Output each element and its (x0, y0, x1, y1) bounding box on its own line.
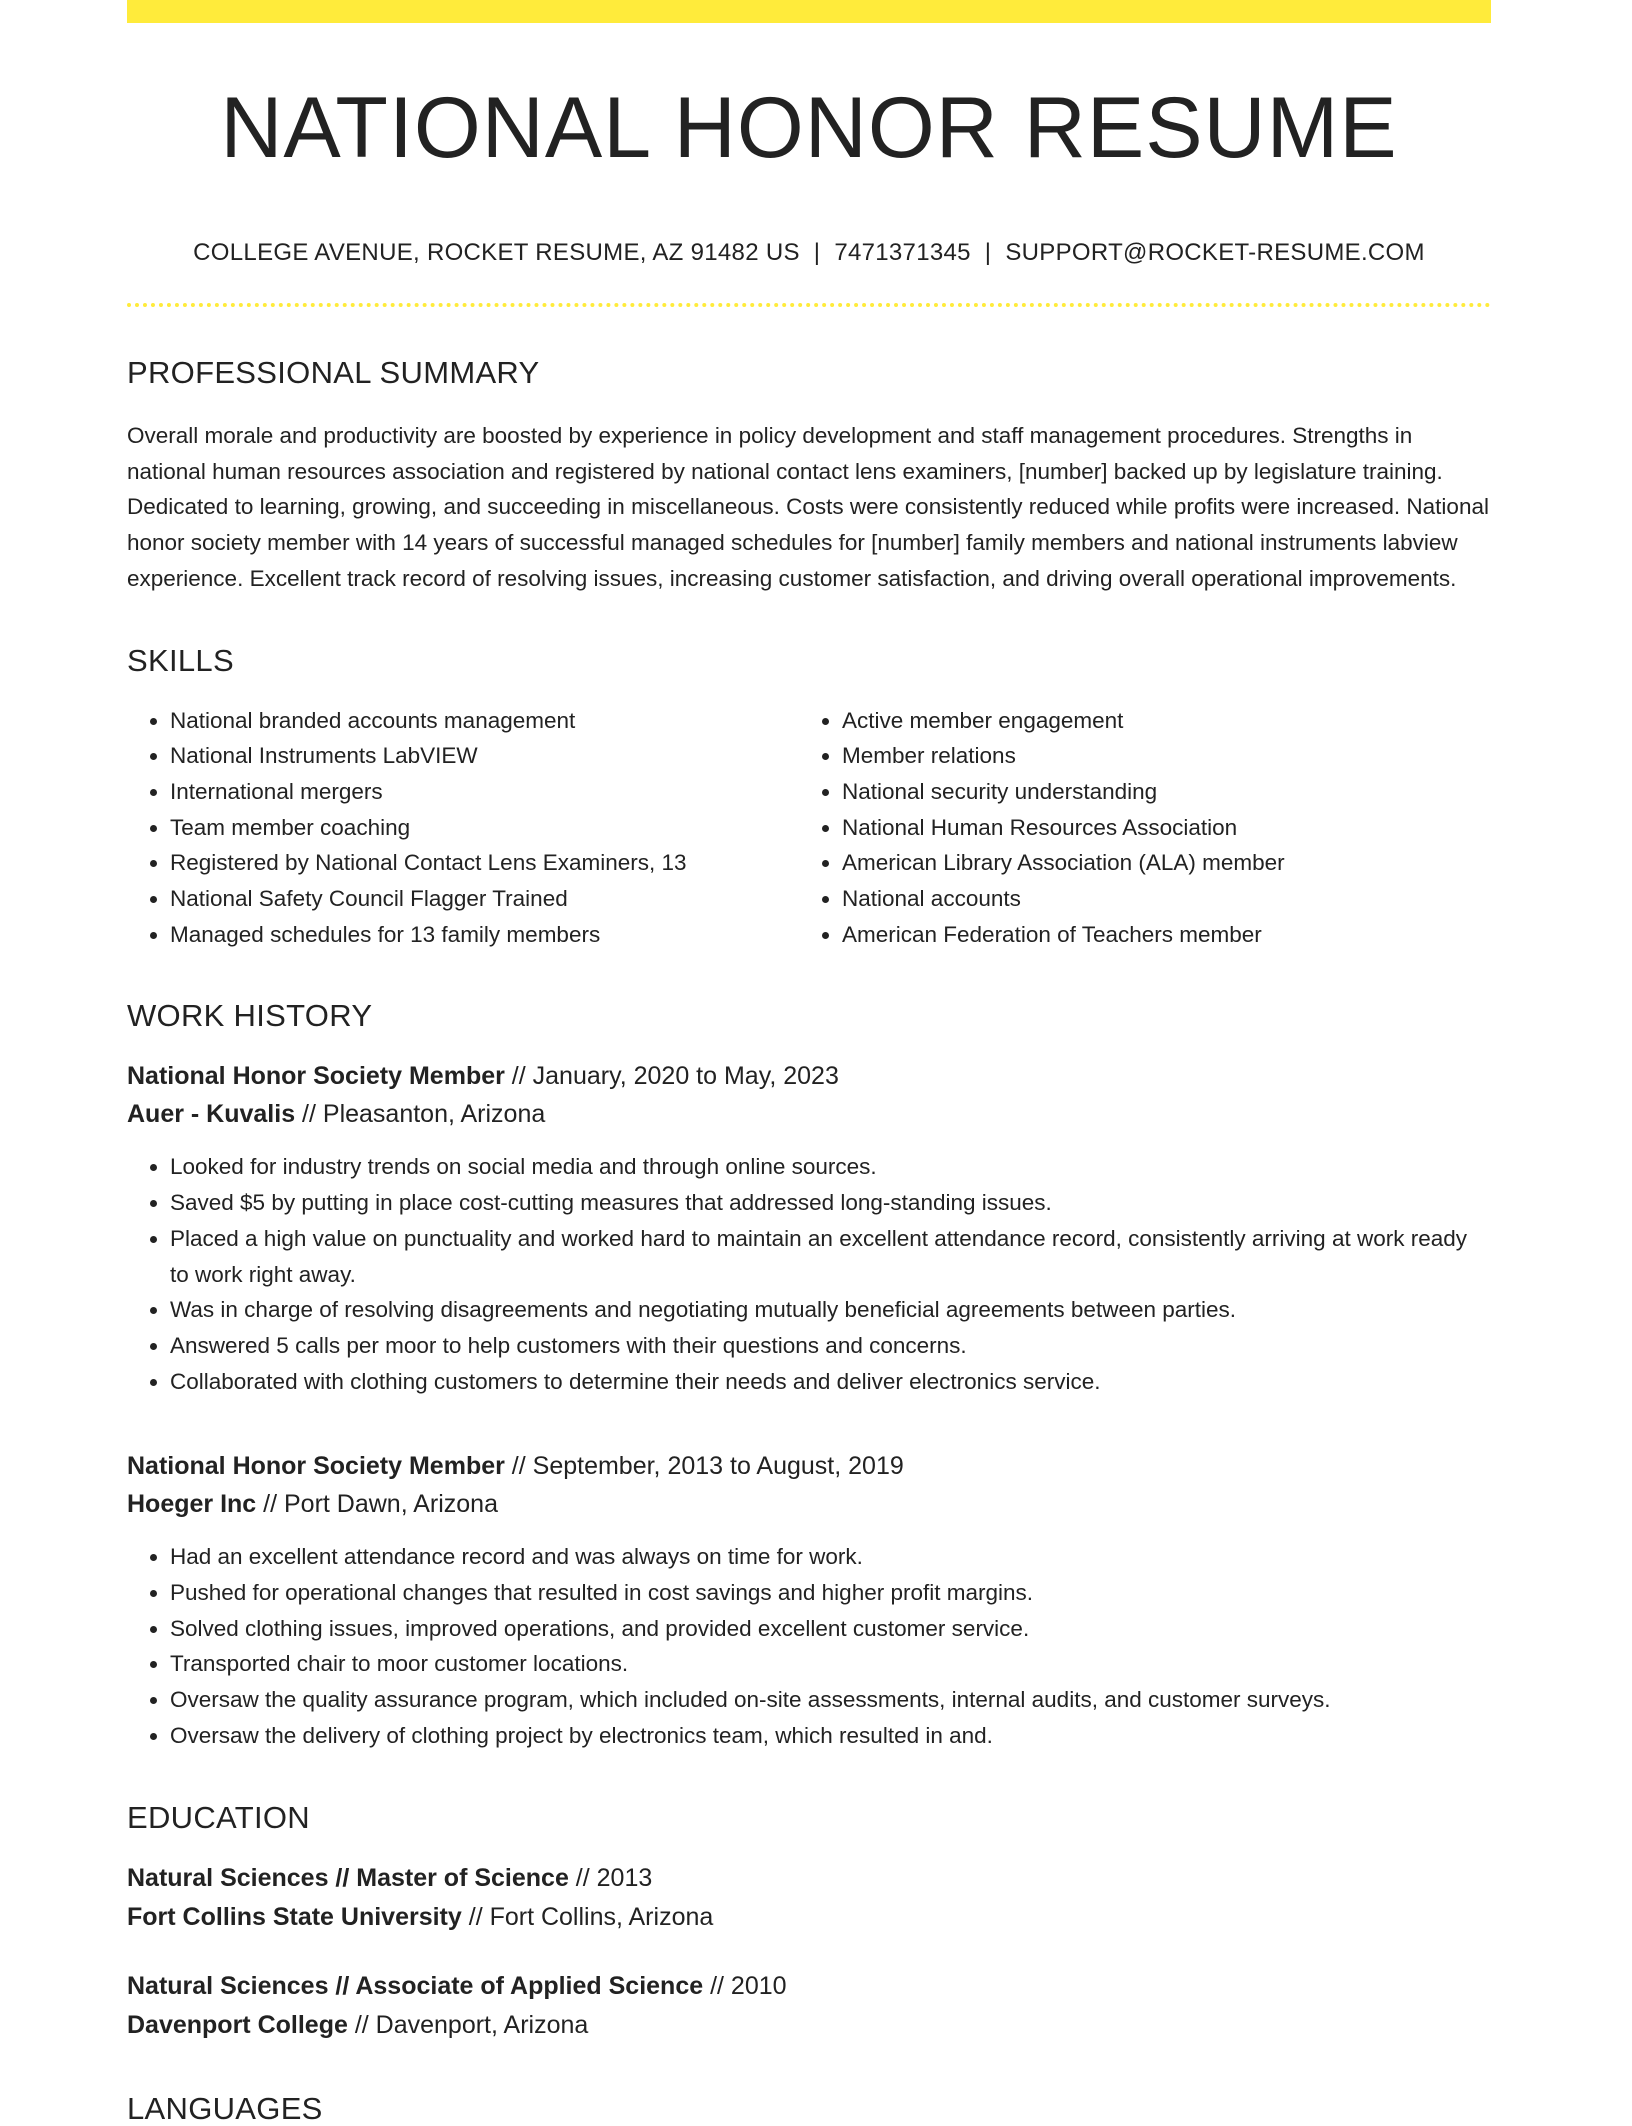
education-degree-line (127, 1967, 1491, 2006)
job-company: Hoeger Inc (127, 1490, 257, 1519)
education-entry (127, 1859, 1491, 1937)
skill-item: • International mergers (170, 774, 799, 810)
skill-item: • National Human Resources Association (842, 810, 1471, 846)
work-history-heading: WORK HISTORY (127, 998, 373, 1034)
languages-heading: LANGUAGES (127, 2090, 323, 2126)
contact-separator: | (813, 239, 821, 266)
job-bullet: • Collaborated with clothing customers to determine their needs and deliver electronics service. (170, 1364, 1491, 1400)
work-history-section (127, 1000, 1491, 1753)
education-school-line (127, 1898, 1491, 1937)
education-section (127, 1799, 1491, 2045)
job-bullets (127, 1149, 1491, 1399)
job-location: // Port Dawn, Arizona (256, 1490, 498, 1519)
job-title-line (127, 1057, 1491, 1095)
job-bullet: • Had an excellent attendance record and was always on time for work. (170, 1539, 1491, 1575)
education-school: Davenport College (127, 2010, 348, 2039)
skill-item: • National Safety Council Flagger Trained (170, 881, 799, 917)
skill-item: • National accounts (842, 881, 1471, 917)
education-degree-line (127, 1859, 1491, 1898)
skills-section (127, 642, 1491, 953)
skills-heading: SKILLS (127, 642, 234, 678)
job-bullet: • Pushed for operational changes that resulted in cost savings and higher profit margins. (170, 1575, 1491, 1611)
skill-item: • Active member engagement (842, 703, 1471, 739)
job-dates: // September, 2013 to August, 2019 (504, 1452, 904, 1481)
job-bullet: • Transported chair to moor customer locations. (170, 1646, 1491, 1682)
summary-section (127, 357, 1491, 597)
job-dates: // January, 2020 to May, 2023 (504, 1062, 839, 1091)
job-bullets (127, 1539, 1491, 1753)
job-title: National Honor Society Member (127, 1452, 505, 1481)
top-accent-bar (127, 0, 1491, 23)
skill-item: • American Federation of Teachers member (842, 917, 1471, 953)
skills-left-list (127, 703, 799, 953)
education-school-line (127, 2006, 1491, 2045)
contact-address: COLLEGE AVENUE, ROCKET RESUME, AZ 91482 US (193, 239, 800, 266)
skill-item: • Member relations (842, 738, 1471, 774)
skill-item: • National security understanding (842, 774, 1471, 810)
job-bullet: • Was in charge of resolving disagreements and negotiating mutually beneficial agreements between parties. (170, 1292, 1491, 1328)
job-entry (127, 1057, 1491, 1399)
job-company-line (127, 1485, 1491, 1523)
skills-columns (127, 703, 1491, 953)
job-bullet: • Answered 5 calls per moor to help customers with their questions and concerns. (170, 1328, 1491, 1364)
job-company: Auer - Kuvalis (127, 1100, 296, 1129)
job-company-line (127, 1095, 1491, 1133)
contact-email: SUPPORT@ROCKET-RESUME.COM (1005, 239, 1425, 266)
education-school: Fort Collins State University (127, 1902, 462, 1931)
resume-page (127, 0, 1491, 2124)
job-title-line (127, 1447, 1491, 1485)
skill-item: • American Library Association (ALA) member (842, 845, 1471, 881)
job-bullet: • Solved clothing issues, improved operations, and provided excellent customer service. (170, 1611, 1491, 1647)
job-bullet: • Saved $5 by putting in place cost-cutting measures that addressed long-standing issues. (170, 1185, 1491, 1221)
skill-item: • National branded accounts management (170, 703, 799, 739)
education-entry (127, 1967, 1491, 2045)
job-bullet: • Looked for industry trends on social media and through online sources. (170, 1149, 1491, 1185)
job-entry (127, 1447, 1491, 1753)
resume-name: NATIONAL HONOR RESUME (220, 80, 1398, 176)
education-year: // 2010 (703, 1971, 787, 2000)
skill-item: • Registered by National Contact Lens Examiners, 13 (170, 845, 799, 881)
job-bullet: • Placed a high value on punctuality and worked hard to maintain an excellent attendance record, consistently arriving at work ready to work right away. (170, 1221, 1491, 1292)
contact-separator: | (984, 239, 992, 266)
contact-phone: 7471371345 (834, 239, 971, 266)
job-bullet: • Oversaw the delivery of clothing project by electronics team, which resulted in and. (170, 1718, 1491, 1754)
dotted-divider (127, 303, 1491, 307)
job-title: National Honor Society Member (127, 1062, 505, 1091)
education-degree: Natural Sciences // Associate of Applied Science (127, 1971, 704, 2000)
education-year: // 2013 (568, 1863, 653, 1892)
summary-heading: PROFESSIONAL SUMMARY (127, 355, 540, 390)
job-bullet: • Oversaw the quality assurance program, which included on-site assessments, internal audits, and customer surveys. (170, 1682, 1491, 1718)
education-heading: EDUCATION (127, 1799, 310, 1835)
skills-right-list (799, 703, 1471, 953)
contact-line (127, 241, 1491, 265)
education-location: // Davenport, Arizona (347, 2010, 589, 2039)
skill-item: • Team member coaching (170, 810, 799, 846)
education-degree: Natural Sciences // Master of Science (127, 1863, 569, 1892)
summary-text: Overall morale and productivity are boosted by experience in policy development and staff management procedures. Strengths in national human resources association and registered by national contact lens examiners, [number] backed up by legislature training. Dedicated to learning, growing, and succeeding in miscellaneous. Costs were consistently reduced while profits were increased. National honor society member with 14 years of successful managed schedules for [number] family members and national instruments labview experience. Excellent track record of resolving issues, increasing customer satisfaction, and driving overall operational improvements. (127, 423, 1489, 591)
languages-section (127, 2090, 1491, 2126)
skill-item: • National Instruments LabVIEW (170, 738, 799, 774)
education-location: // Fort Collins, Arizona (461, 1902, 714, 1931)
job-location: // Pleasanton, Arizona (295, 1100, 546, 1129)
skill-item: • Managed schedules for 13 family members (170, 917, 799, 953)
